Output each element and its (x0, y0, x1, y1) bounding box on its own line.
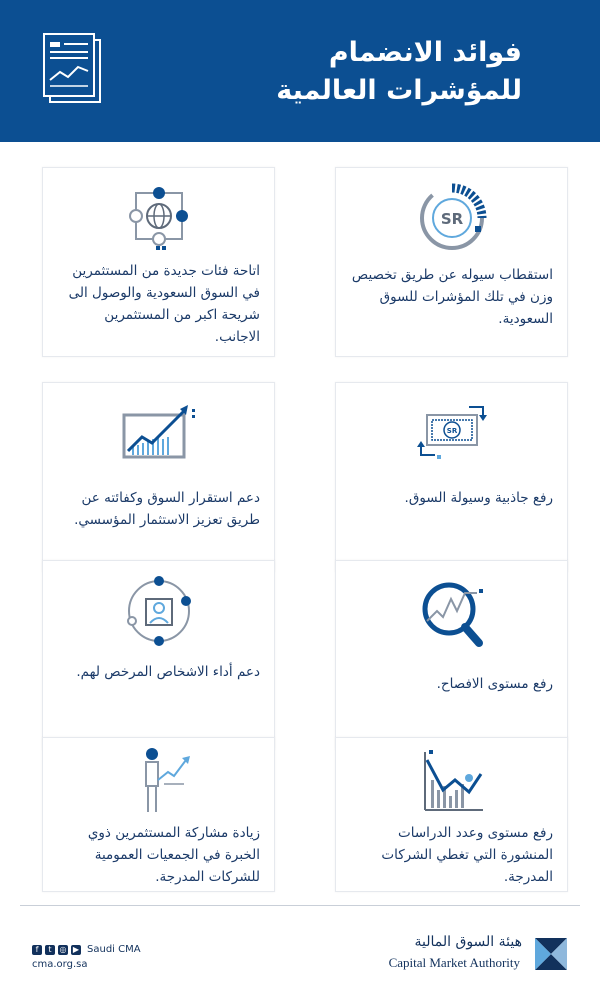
card-text: استقطاب سيوله عن طريق تخصيص وزن في تلك المؤشرات للسوق السعودية. (351, 267, 553, 327)
card-research (335, 737, 568, 892)
logo-english-name: Capital Market Authority (388, 955, 520, 970)
svg-text:SR: SR (446, 427, 457, 435)
sr-coin-icon (407, 178, 497, 258)
growth-chart-icon (114, 393, 204, 473)
title-line-2: للمؤشرات العالمية (276, 75, 522, 106)
card-text: رفع مستوى وعدد الدراسات المنشورة التي تغطي الشركات المدرجة. (381, 825, 553, 885)
globe-network-icon (114, 178, 204, 258)
title-line-1: فوائد الانضمام (328, 37, 522, 68)
report-chart-icon (36, 30, 106, 110)
person-badge-icon (114, 571, 204, 651)
card-stability (42, 382, 275, 572)
magnifier-chart-icon (407, 571, 497, 651)
card-authorized-persons (42, 560, 275, 750)
card-text: رفع مستوى الافصاح. (436, 676, 553, 692)
instagram-icon[interactable]: ◎ (59, 944, 67, 954)
page-title (162, 34, 522, 110)
card-text: اتاحة فئات جديدة من المستثمرين في السوق السعودية والوصول الى شريحة اكبر من المستثمرين الاجانب. (68, 263, 260, 345)
header-banner (0, 0, 600, 142)
svg-text:SR: SR (440, 210, 463, 228)
card-text: دعم استقرار السوق وكفائته عن طريق تعزيز الاستثمار المؤسسي. (74, 490, 260, 528)
twitter-icon[interactable]: t (45, 945, 55, 955)
cma-logo-icon (533, 936, 569, 972)
social-links (32, 944, 141, 955)
website-link[interactable]: cma.org.sa (32, 959, 88, 970)
money-exchange-icon (407, 393, 497, 473)
social-handle: Saudi CMA (87, 944, 141, 955)
card-new-investors (42, 167, 275, 357)
card-participation (42, 737, 275, 892)
card-disclosure (335, 560, 568, 750)
card-text: دعم أداء الاشخاص المرخص لهم. (76, 664, 260, 680)
card-attractiveness (335, 382, 568, 572)
card-liquidity (335, 167, 568, 357)
card-text: رفع جاذبية وسيولة السوق. (404, 490, 553, 506)
logo-arabic-name: هيئة السوق المالية (414, 934, 522, 950)
footer-divider (20, 905, 580, 906)
person-growth-icon (114, 740, 204, 820)
card-text: زيادة مشاركة المستثمرين ذوي الخبرة في الجمعيات العمومية للشركات المدرجة. (87, 825, 260, 885)
facebook-icon[interactable]: f (32, 945, 42, 955)
youtube-icon[interactable]: ▶ (72, 944, 80, 954)
analytics-icon (407, 740, 497, 820)
